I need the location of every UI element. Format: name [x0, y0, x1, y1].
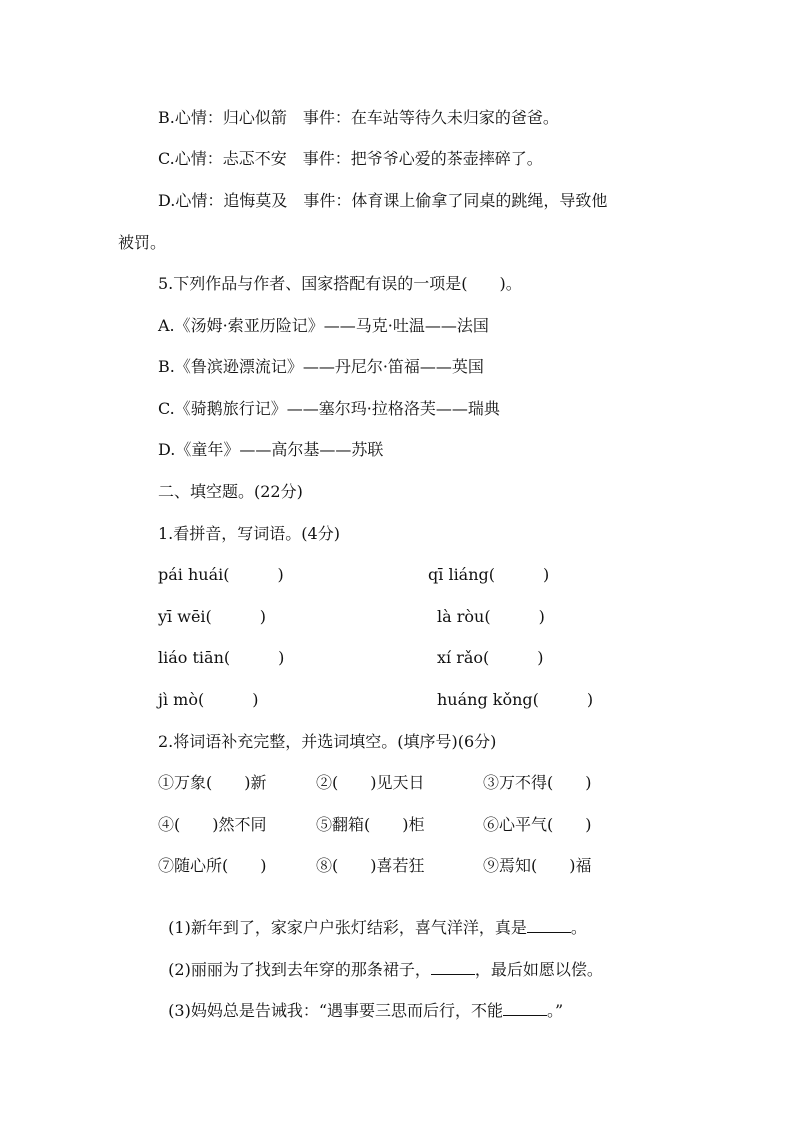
option-4d-line2: 被罚。: [118, 233, 167, 252]
pinyin-item: xí rǎo( ): [437, 648, 544, 667]
idiom-item: ⑨焉知( )福: [483, 856, 592, 875]
option-4c: C.心情：忐忑不安 事件：把爷爷心爱的茶壶摔碎了。: [158, 149, 543, 168]
option-4d-line1: D.心情：追悔莫及 事件：体育课上偷拿了同桌的跳绳，导致他: [158, 191, 608, 210]
sentence-text: (1)新年到了，家家户户张灯结彩，喜气洋洋，真是: [168, 918, 527, 937]
sentence-text: (3)妈妈总是告诫我：“遇事要三思而后行，不能: [168, 1001, 504, 1020]
pinyin-item: huáng kǒng( ): [437, 690, 594, 709]
option-5b: B.《鲁滨逊漂流记》——丹尼尔·笛福——英国: [158, 357, 484, 376]
pinyin-item: qī liáng( ): [428, 565, 550, 584]
fill-sentence-1: [158, 898, 587, 938]
sentence-text: ，最后如愿以偿。: [474, 960, 603, 979]
answer-blank: [503, 1001, 547, 1016]
sentence-text: 。”: [547, 1001, 564, 1020]
answer-blank: [527, 918, 571, 933]
idiom-item: ⑦随心所( ): [158, 856, 267, 875]
option-4b: B.心情：归心似箭 事件：在车站等待久未归家的爸爸。: [158, 108, 559, 127]
pinyin-item: là ròu( ): [437, 607, 545, 626]
idiom-item: ⑥心平气( ): [483, 815, 592, 834]
option-5a: A.《汤姆·索亚历险记》——马克·吐温——法国: [158, 316, 489, 335]
idiom-item: ②( )见天日: [316, 773, 425, 792]
sentence-text: (2)丽丽为了找到去年穿的那条裙子，: [168, 960, 431, 979]
pinyin-item: liáo tiān( ): [158, 648, 285, 667]
answer-blank: [431, 960, 475, 975]
idiom-item: ⑤翻箱( )柜: [316, 815, 425, 834]
pinyin-item: pái huái( ): [158, 565, 284, 584]
pinyin-item: jì mò( ): [158, 690, 259, 709]
fill-sentence-3: [158, 981, 563, 1021]
question-5-stem: 5.下列作品与作者、国家搭配有误的一项是( )。: [158, 274, 522, 293]
fill-sentence-2: [158, 940, 603, 980]
sentence-text: 。: [570, 918, 587, 937]
section-2-title: 二、填空题。(22分): [158, 482, 303, 501]
question-1-stem: 1.看拼音，写词语。(4分): [158, 524, 340, 543]
idiom-item: ③万不得( ): [483, 773, 592, 792]
idiom-item: ⑧( )喜若狂: [316, 856, 425, 875]
question-2-stem: 2.将词语补充完整，并选词填空。(填序号)(6分): [158, 732, 497, 751]
pinyin-item: yī wēi( ): [158, 607, 267, 626]
idiom-item: ④( )然不同: [158, 815, 267, 834]
option-5c: C.《骑鹅旅行记》——塞尔玛·拉格洛芙——瑞典: [158, 399, 500, 418]
idiom-item: ①万象( )新: [158, 773, 267, 792]
option-5d: D.《童年》——高尔基——苏联: [158, 440, 384, 459]
